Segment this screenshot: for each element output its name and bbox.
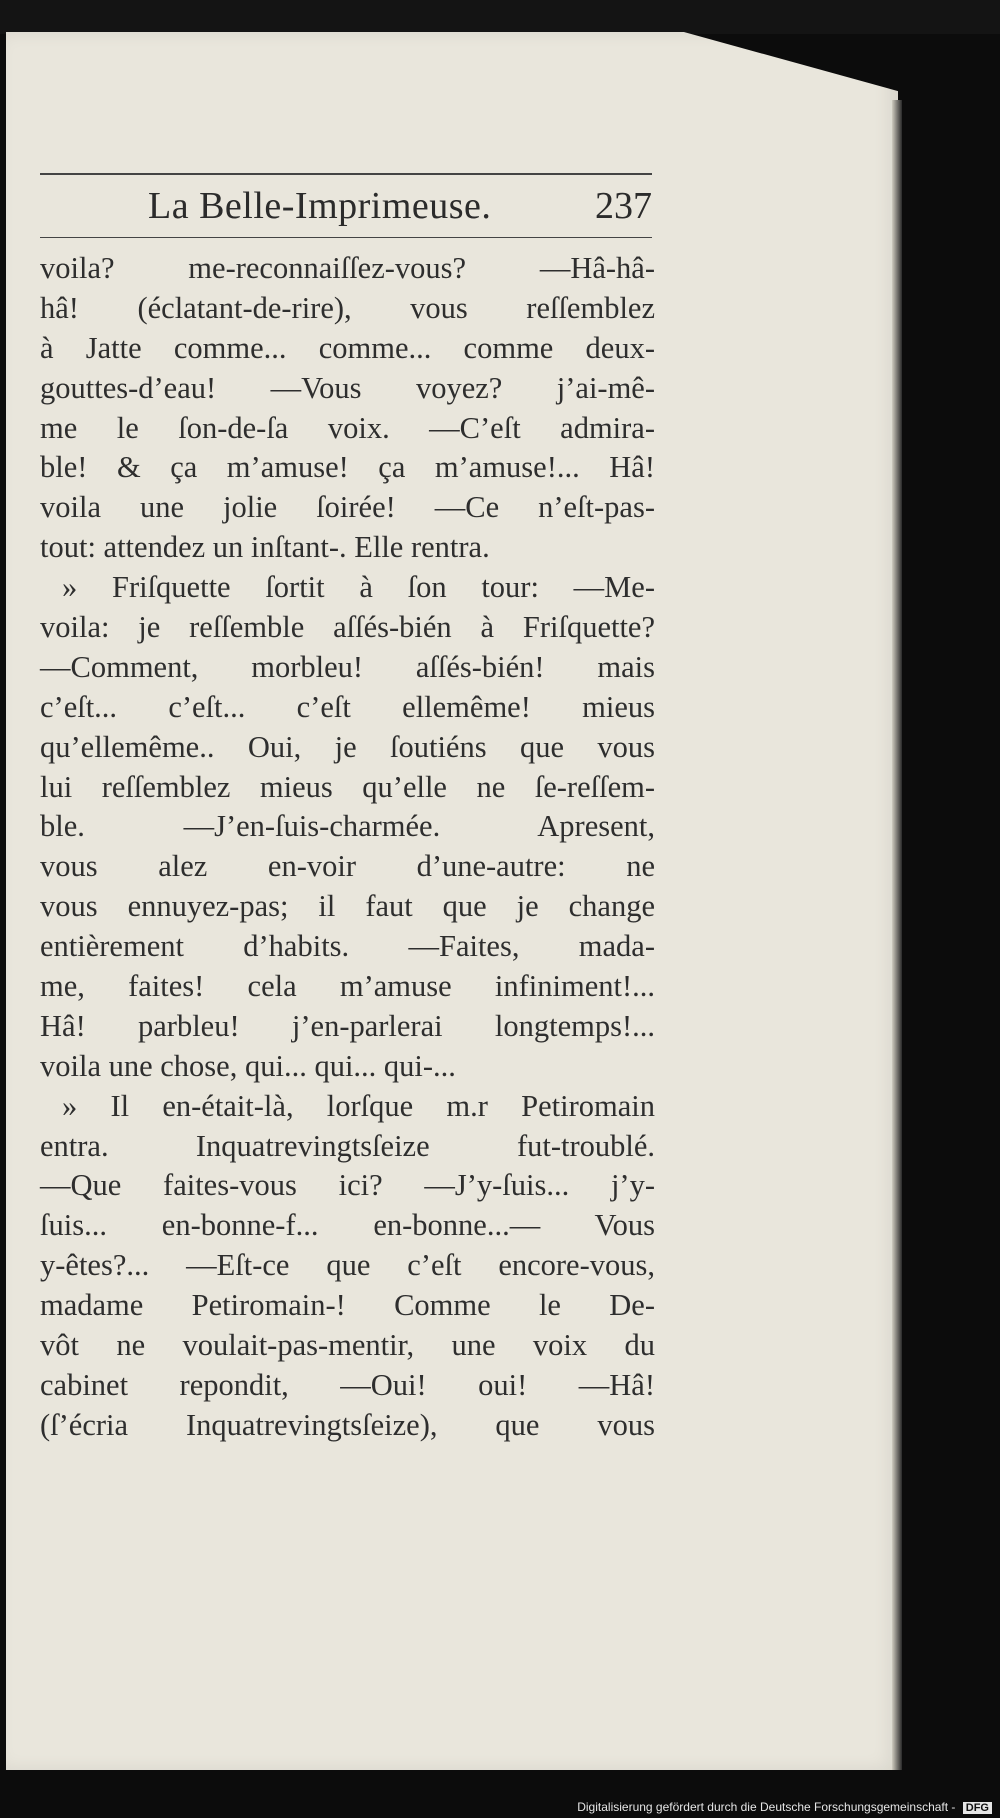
text-line: à Jatte comme... comme... comme deux- (40, 330, 655, 365)
text-line: » Friſquette ſortit à ſon tour: —Me- (62, 570, 655, 605)
page-number: 237 (595, 185, 652, 227)
header-rule-top (40, 173, 652, 175)
text-line: » Il en-était-là, lorſque m.r Petiromain (62, 1088, 655, 1123)
text-line: voila une jolie ſoirée! —Ce n’eſt-pas- (40, 490, 655, 525)
text-line: me, faites! cela m’amuse infiniment!... (40, 969, 655, 1004)
text-line: (ſ’écria Inquatrevingtsſeize), que vous (40, 1407, 655, 1442)
text-line: voila? me-reconnaiſſez-vous? —Hâ-hâ- (40, 251, 655, 285)
text-line: me le ſon-de-ſa voix. —C’eſt admira- (40, 410, 655, 445)
text-line: voila une chose, qui... qui... qui-... (40, 1048, 456, 1083)
text-line: ſuis... en-bonne-f... en-bonne...— Vous (40, 1208, 655, 1243)
text-line: entièrement d’habits. —Faites, mada- (40, 929, 655, 964)
text-line: —Que faites-vous ici? —J’y-ſuis... j’y- (40, 1168, 655, 1203)
text-line: vous ennuyez-pas; il faut que je change (40, 889, 655, 924)
text-line: tout: attendez un inſtant-. Elle rentra. (40, 530, 490, 565)
text-line: c’eſt... c’eſt... c’eſt ellemême! mieus (40, 689, 655, 724)
text-line: gouttes-d’eau! —Vous voyez? j’ai-mê- (40, 370, 655, 405)
text-line: y-êtes?... —Eſt-ce que c’eſt encore-vous, (40, 1248, 655, 1283)
header-rule-bottom (40, 237, 652, 238)
text-line: madame Petiromain-! Comme le De- (40, 1288, 655, 1323)
text-line: ble. —J’en-ſuis-charmée. Apresent, (40, 809, 655, 844)
text-line: cabinet repondit, —Oui! oui! —Hâ! (40, 1367, 655, 1402)
text-line: —Comment, morbleu! aſſés-bién! mais (40, 649, 655, 684)
digitization-credit (577, 1800, 992, 1814)
body-text (40, 249, 655, 1446)
text-line: voila: je reſſemble aſſés-bién à Friſquette? (40, 610, 655, 645)
text-line: vous alez en-voir d’une-autre: ne (40, 849, 655, 884)
text-line: entra. Inquatrevingtsſeize fut-troublé. (40, 1128, 655, 1163)
page-header (40, 180, 652, 236)
scan-background-top (0, 0, 1000, 34)
text-line: Hâ! parbleu! j’en-parlerai longtemps!... (40, 1008, 655, 1043)
running-title: La Belle-Imprimeuse. (148, 185, 492, 227)
text-line: vôt ne voulait-pas-mentir, une voix du (40, 1328, 655, 1363)
text-line: lui reſſemblez mieus qu’elle ne ſe-reſſem- (40, 769, 655, 804)
dfg-logo: DFG (963, 1802, 992, 1814)
text-line: hâ! (éclatant-de-rire), vous reſſemblez (40, 290, 655, 325)
text-line: ble! & ça m’amuse! ça m’amuse!... Hâ! (40, 450, 655, 485)
text-line: qu’ellemême.. Oui, je ſoutiéns que vous (40, 729, 655, 764)
page-edge-shadow (892, 100, 902, 1770)
credit-text: Digitalisierung gefördert durch die Deutsche Forschungsgemeinschaft - (577, 1800, 956, 1814)
